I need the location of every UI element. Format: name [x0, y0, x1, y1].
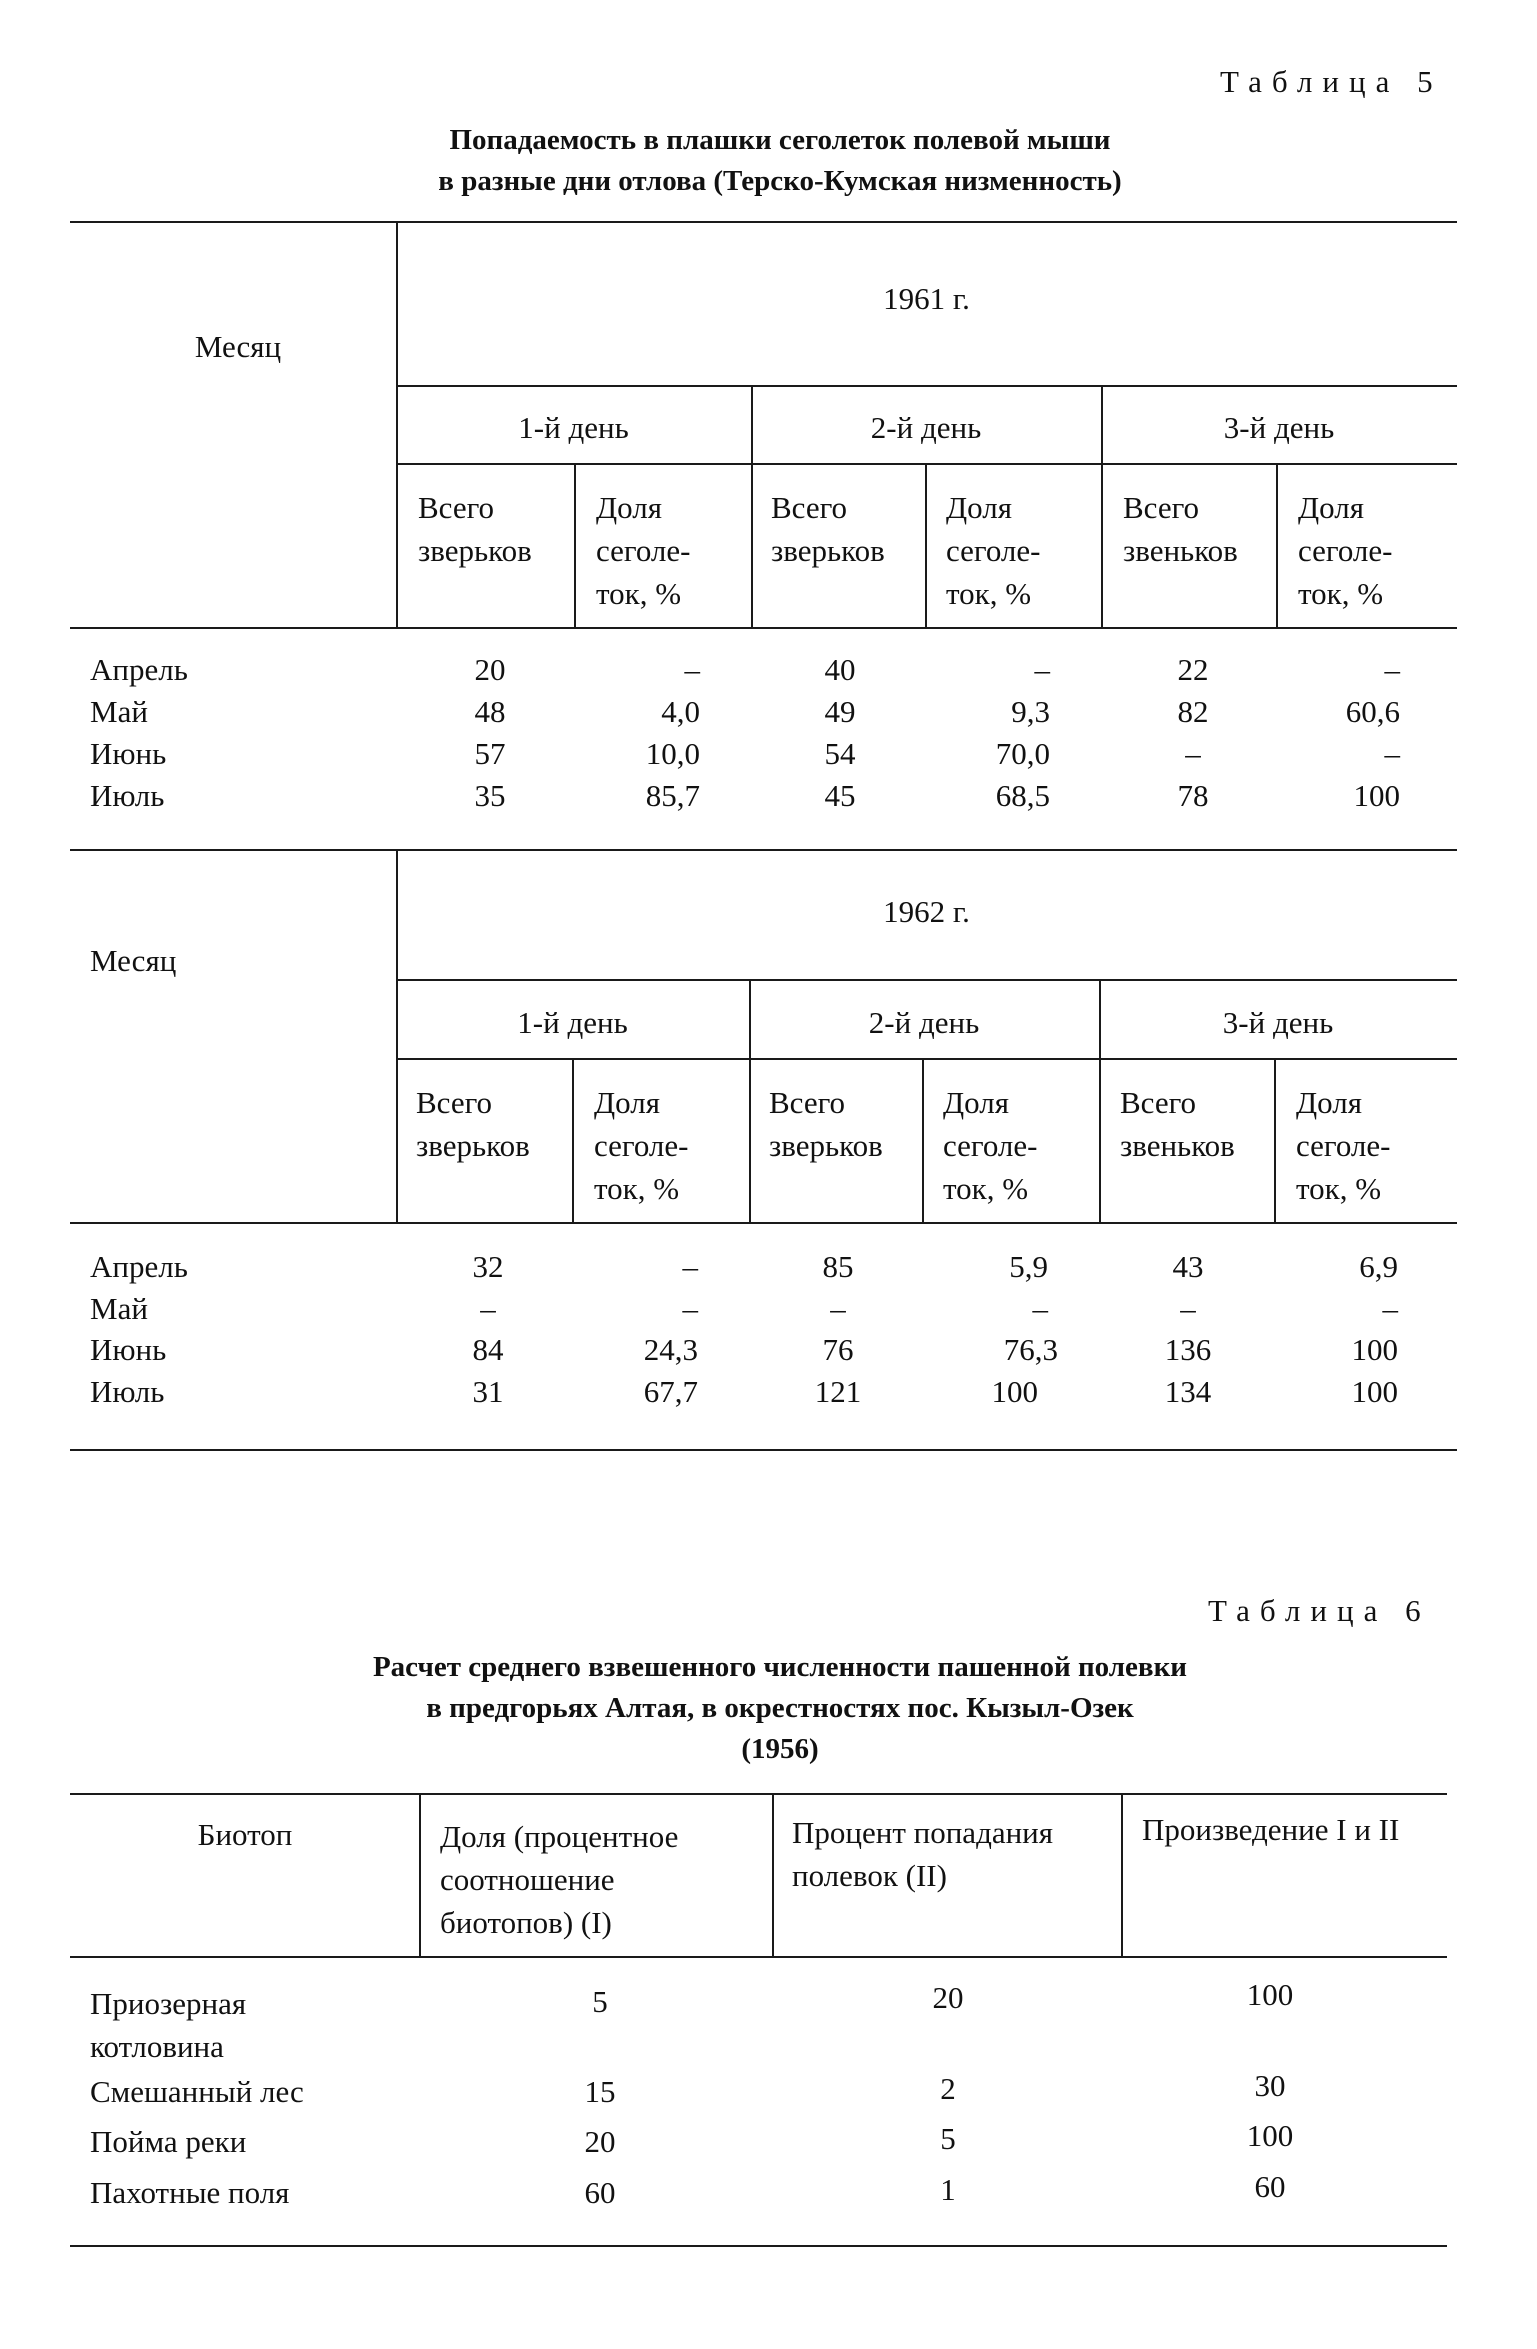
value-cell: –: [1034, 652, 1050, 687]
table6-caption-line1: Расчет среднего взвешенного численности пашенной полевки: [372, 1651, 1188, 1683]
rule: [1274, 1058, 1276, 1223]
value-cell: 20: [932, 1980, 964, 2015]
value-cell: 9,3: [1011, 694, 1050, 729]
day3-header: 3-й день: [1223, 410, 1335, 445]
biotope-header: Биотоп: [197, 1817, 293, 1852]
total-header: Всего зверьков: [769, 1085, 883, 1163]
value-cell: 85: [822, 1249, 854, 1284]
value-cell: –: [1032, 1291, 1048, 1326]
value-cell: 45: [824, 778, 856, 813]
rule: [70, 2245, 1447, 2247]
month-header: Месяц: [90, 943, 177, 978]
month-cell: Апрель: [90, 652, 188, 687]
month-cell: Апрель: [90, 1249, 188, 1284]
value-cell: 100: [1353, 778, 1400, 813]
rule: [396, 385, 1457, 387]
total-header: Всего звеньков: [1120, 1085, 1235, 1163]
rule: [574, 463, 576, 628]
day2-header: 2-й день: [868, 1005, 980, 1040]
share-header: Доля сеголе-ток, %: [1298, 490, 1393, 611]
share-header: Доля сеголе-ток, %: [594, 1085, 689, 1206]
value-cell: –: [1384, 652, 1400, 687]
rule: [70, 627, 1457, 629]
value-cell: 57: [474, 736, 506, 771]
value-cell: 60,6: [1345, 694, 1400, 729]
table5-caption: [300, 120, 1260, 202]
rule: [70, 1222, 1457, 1224]
value-cell: –: [480, 1291, 496, 1326]
percent-header: Процент попадания полевок (II): [792, 1815, 1054, 1893]
rule: [572, 1058, 574, 1223]
value-cell: –: [682, 1249, 698, 1284]
value-cell: 100: [1351, 1332, 1398, 1367]
value-cell: 1: [940, 2172, 956, 2207]
table5-caption-line2: в разные дни отлова (Терско-Кумская низменность): [438, 165, 1122, 197]
value-cell: 82: [1177, 694, 1209, 729]
day1-header: 1-й день: [517, 1005, 628, 1040]
value-cell: 70,0: [995, 736, 1050, 771]
value-cell: 4,0: [661, 694, 700, 729]
table6-caption-line3: (1956): [741, 1733, 819, 1765]
value-cell: 54: [824, 736, 856, 771]
value-cell: 134: [1164, 1374, 1212, 1409]
value-cell: –: [1382, 1291, 1398, 1326]
value-cell: 20: [474, 652, 506, 687]
biotope-cell: Приозерная котловина: [90, 1986, 247, 2064]
value-cell: 15: [584, 2074, 616, 2109]
share-header: Доля (процентное соотношение биотопов) (I): [440, 1819, 679, 1940]
rule: [772, 1793, 774, 1957]
table6-label: Таблица 6: [1208, 1593, 1431, 1628]
month-cell: Июнь: [90, 736, 167, 771]
total-header: Всего звеньков: [1123, 490, 1238, 568]
value-cell: 40: [824, 652, 856, 687]
share-header: Доля сеголе-ток, %: [943, 1085, 1038, 1206]
rule: [419, 1793, 421, 1957]
share-header: Доля сеголе-ток, %: [1296, 1085, 1391, 1206]
month-header: Месяц: [194, 329, 282, 364]
biotope-cell: Пахотные поля: [90, 2175, 290, 2210]
day2-header: 2-й день: [870, 410, 982, 445]
value-cell: 2: [940, 2071, 956, 2106]
rule: [396, 979, 1457, 981]
value-cell: 48: [474, 694, 506, 729]
value-cell: 32: [472, 1249, 504, 1284]
value-cell: 136: [1164, 1332, 1212, 1367]
value-cell: –: [682, 1291, 698, 1326]
value-cell: 24,3: [643, 1332, 698, 1367]
value-cell: 78: [1177, 778, 1209, 813]
rule: [396, 1058, 1457, 1060]
value-cell: 60: [1254, 2169, 1286, 2204]
share-header: Доля сеголе-ток, %: [946, 490, 1041, 611]
value-cell: –: [1185, 736, 1201, 771]
rule: [70, 1449, 1457, 1451]
value-cell: –: [830, 1291, 846, 1326]
share-header: Доля сеголе-ток, %: [596, 490, 691, 611]
value-cell: 84: [472, 1332, 504, 1367]
value-cell: 6,9: [1359, 1249, 1398, 1284]
rule: [1121, 1793, 1123, 1957]
month-cell: Май: [90, 1291, 148, 1326]
value-cell: 31: [472, 1374, 504, 1409]
value-cell: 60: [584, 2175, 616, 2210]
rule: [70, 849, 1457, 851]
year-header-1961: 1961 г.: [883, 281, 970, 316]
value-cell: 76: [822, 1332, 854, 1367]
value-cell: 67,7: [643, 1374, 698, 1409]
value-cell: 100: [991, 1374, 1038, 1409]
rule: [70, 1956, 1447, 1958]
value-cell: 100: [1351, 1374, 1398, 1409]
day1-header: 1-й день: [518, 410, 629, 445]
value-cell: 76,3: [1003, 1332, 1058, 1367]
value-cell: –: [1384, 736, 1400, 771]
month-cell: Июнь: [90, 1332, 167, 1367]
value-cell: 5,9: [1009, 1249, 1048, 1284]
table6-caption: [270, 1647, 1290, 1770]
rule: [922, 1058, 924, 1223]
total-header: Всего зверьков: [771, 490, 885, 568]
value-cell: –: [684, 652, 700, 687]
value-cell: 10,0: [645, 736, 700, 771]
value-cell: 35: [474, 778, 506, 813]
value-cell: 100: [1246, 2118, 1294, 2153]
rule: [70, 221, 1457, 223]
value-cell: 121: [814, 1374, 862, 1409]
value-cell: 22: [1177, 652, 1209, 687]
value-cell: 49: [824, 694, 856, 729]
value-cell: 5: [592, 1984, 608, 2019]
rule: [1276, 463, 1278, 628]
table6-caption-line2: в предгорьях Алтая, в окрестностях пос. Кызыл-Озек: [426, 1692, 1134, 1724]
year-header-1962: 1962 г.: [883, 894, 970, 929]
value-cell: 5: [940, 2121, 956, 2156]
biotope-cell: Пойма реки: [90, 2124, 247, 2159]
value-cell: 30: [1254, 2068, 1286, 2103]
month-cell: Июль: [90, 778, 165, 813]
rule: [70, 1793, 1447, 1795]
table5-caption-line1: Попадаемость в плашки сеголеток полевой мыши: [449, 124, 1111, 156]
total-header: Всего зверьков: [416, 1085, 530, 1163]
product-header: Произведение I и II: [1142, 1812, 1400, 1847]
value-cell: 68,5: [995, 778, 1050, 813]
month-cell: Май: [90, 694, 148, 729]
value-cell: 20: [584, 2124, 616, 2159]
value-cell: –: [1180, 1291, 1196, 1326]
table5-label: Таблица 5: [1220, 64, 1443, 99]
value-cell: 100: [1246, 1977, 1294, 2012]
value-cell: 85,7: [645, 778, 700, 813]
month-cell: Июль: [90, 1374, 165, 1409]
total-header: Всего зверьков: [418, 490, 532, 568]
value-cell: 43: [1172, 1249, 1204, 1284]
biotope-cell: Смешанный лес: [90, 2074, 304, 2109]
rule: [925, 463, 927, 628]
day3-header: 3-й день: [1222, 1005, 1334, 1040]
